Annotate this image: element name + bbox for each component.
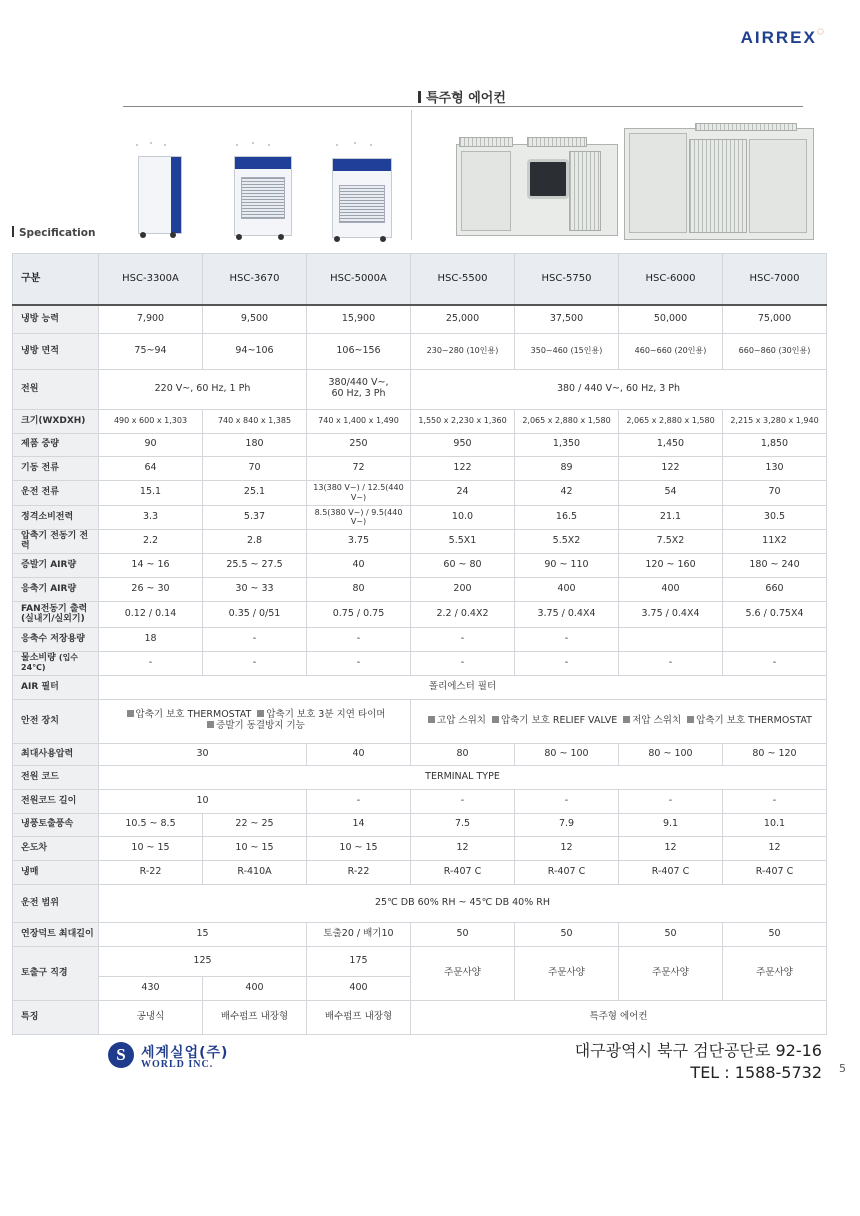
row-power-cord: 전원 코드 TERMINAL TYPE: [13, 765, 827, 789]
world-logo-icon: S: [108, 1042, 134, 1068]
product-image-hsc-5000a: [326, 140, 396, 240]
model-hsc-3670: HSC-3670: [203, 254, 307, 306]
row-outlet-diameter-2: 430 400 400: [13, 976, 827, 1000]
row-safety: 안전 장치 압축기 보호 THERMOSTAT 압축기 보호 3분 지연 타이머 증발기 동결방지 기능 고압 스위치 압축기 보호 RELIEF VALVE 저압 스위치 압축기 보호 THERMOSTAT: [13, 699, 827, 743]
product-image-hsc-3670: [226, 140, 296, 240]
airrex-logo: AIRREX◌: [740, 24, 826, 47]
header-rule: [123, 106, 803, 107]
row-cooling-capacity: 냉방 능력 7,900 9,500 15,900 25,000 37,500 50,000 75,000: [13, 305, 827, 333]
row-temp-diff: 온도차 10 ~ 15 10 ~ 15 10 ~ 15 12 12 12 12: [13, 836, 827, 860]
product-image-hsc-3300a: [128, 140, 188, 240]
page-number: 5: [839, 1062, 846, 1075]
image-divider: [411, 110, 412, 240]
spec-table: [12, 253, 827, 1035]
row-condensate-storage: 응축수 저장용량 18 - - - -: [13, 627, 827, 651]
model-hsc-6000: HSC-6000: [619, 254, 723, 306]
row-compressor-output: 압축기 전동기 전력 2.2 2.8 3.75 5.5X1 5.5X2 7.5X2 11X2: [13, 529, 827, 553]
row-refrigerant: 냉매 R-22 R-410A R-22 R-407 C R-407 C R-407 C R-407 C: [13, 860, 827, 884]
address: 대구광역시 북구 검단공단로 92-16: [574, 1041, 822, 1060]
table-header-row: [13, 254, 827, 306]
row-cool-air-speed: 냉풍토출풍속 10.5 ~ 8.5 22 ~ 25 14 7.5 7.9 9.1 10.1: [13, 813, 827, 836]
row-operating-range: 운전 범위 25℃ DB 60% RH ~ 45℃ DB 40% RH: [13, 884, 827, 922]
product-image-hsc-7000: [624, 128, 814, 240]
row-air-filter: AIR 필터 폴리에스터 필터: [13, 675, 827, 699]
row-start-current: 기동 전류 64 70 72 122 89 122 130: [13, 456, 827, 480]
row-duct-length: 연장덕트 최대길이 15 토출20 / 배기10 50 50 50 50: [13, 922, 827, 946]
model-hsc-7000: HSC-7000: [723, 254, 827, 306]
row-rated-power: 정격소비전력 3.3 5.37 8.5(380 V~) / 9.5(440 V~) 10.0 16.5 21.1 30.5: [13, 505, 827, 529]
row-fan-output: FAN전동기 출력 (실내기/실외기) 0.12 / 0.14 0.35 / 0/51 0.75 / 0.75 2.2 / 0.4X2 3.75 / 0.4X4 3.75 / 0.4X4 5.6 / 0.75X4: [13, 601, 827, 627]
logo-swirl-icon: ◌: [816, 24, 826, 38]
row-cooling-area: 냉방 면적 75~94 94~106 106~156 230~280 (10인용) 350~460 (15인용) 460~660 (20인용) 660~860 (30인용): [13, 333, 827, 369]
row-max-pressure: 최대사용압력 30 40 80 80 ~ 100 80 ~ 100 80 ~ 120: [13, 743, 827, 765]
model-hsc-3300a: HSC-3300A: [99, 254, 203, 306]
row-run-current: 운전 전류 15.1 25.1 13(380 V~) / 12.5(440 V~) 24 42 54 70: [13, 480, 827, 505]
model-hsc-5750: HSC-5750: [515, 254, 619, 306]
row-cond-air: 응축기 AIR량 26 ~ 30 30 ~ 33 80 200 400 400 660: [13, 577, 827, 601]
row-power: 전원 220 V~, 60 Hz, 1 Ph 380/440 V~, 60 Hz, 3 Ph 380 / 440 V~, 60 Hz, 3 Ph: [13, 369, 827, 409]
model-hsc-5000a: HSC-5000A: [307, 254, 411, 306]
product-image-hsc-5500: [456, 144, 618, 236]
row-weight: 제품 중량 90 180 250 950 1,350 1,450 1,850: [13, 433, 827, 456]
row-outlet-diameter: 토출구 직경 125 175 주문사양 주문사양 주문사양 주문사양: [13, 946, 827, 976]
telephone: TEL : 1588-5732: [690, 1062, 822, 1082]
row-cord-length: 전원코드 길이 10 - - - - -: [13, 789, 827, 813]
footer-contact: [575, 1040, 822, 1083]
model-hsc-5500: HSC-5500: [411, 254, 515, 306]
row-features: 특징 공냉식 배수펌프 내장형 배수펌프 내장형 특주형 에어컨: [13, 1000, 827, 1034]
spec-title: Specification: [12, 226, 95, 239]
row-size: 크기(WXDXH) 490 x 600 x 1,303 740 x 840 x 1,385 740 x 1,400 x 1,490 1,550 x 2,230 x 1,360 2,065 x 2,880 x 1,580 2,065 x 2,880 x 1,580 2,215 x 3,280 x 1,940: [13, 409, 827, 433]
row-evap-air: 증발기 AIR량 14 ~ 16 25.5 ~ 27.5 40 60 ~ 80 90 ~ 110 120 ~ 160 180 ~ 240: [13, 553, 827, 577]
row-water-ratio: 물소비량 (입수24℃) - - - - - - -: [13, 651, 827, 675]
header-label: 구분: [13, 254, 99, 306]
section-title: 특주형 에어컨: [418, 87, 506, 106]
